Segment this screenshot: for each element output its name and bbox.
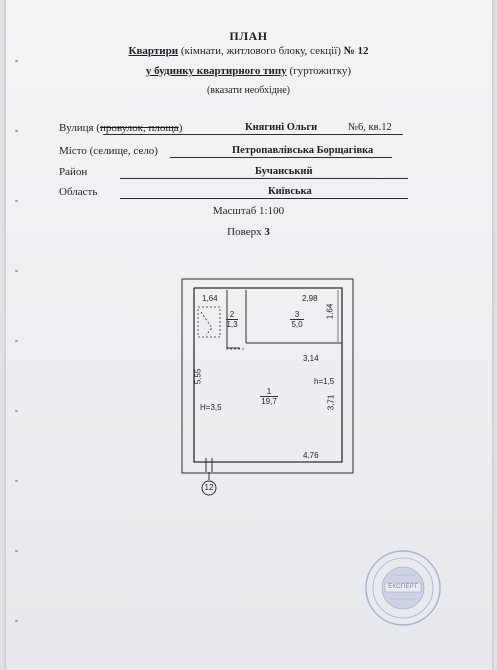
scale-label: Масштаб 1:100: [212, 205, 285, 217]
city-value: Петропавлівська Борщагівка: [232, 145, 374, 156]
dim-right-height: 3,71: [326, 394, 336, 411]
dim-mid-width: 3,14: [303, 354, 319, 363]
dim-top-right-width: 2,98: [302, 294, 318, 303]
floor-line: Поверх 3: [227, 226, 270, 238]
instruction-note: (вказати необхідне): [206, 85, 291, 96]
stamp-text: ЕКСПЕРТ: [388, 584, 418, 590]
dim-top-left-width: 1,64: [202, 294, 218, 303]
document-title: ПЛАН: [229, 29, 268, 43]
object-type-selected: Квартири: [128, 45, 179, 57]
object-type-options: (кімнати, житлового блоку, секції): [178, 45, 344, 57]
house-value: №6, кв.12: [348, 122, 392, 133]
fixture-line: [201, 312, 212, 335]
ceiling-height-left: Н=3,5: [200, 403, 222, 412]
street-label: Вулиця (провулок, площа): [59, 122, 183, 134]
ceiling-height-right: h=1,5: [314, 377, 335, 386]
apartment-walls: [194, 288, 342, 462]
apartment-number: № 12: [343, 45, 369, 57]
room-2-label: 2 1,3: [226, 310, 238, 329]
region-label: Область: [59, 186, 98, 198]
room-3-label: 3 5,0: [291, 310, 303, 329]
bath-fixture: [198, 307, 220, 337]
district-value: Бучанський: [255, 166, 313, 177]
dim-right-top-height: 1,64: [325, 303, 335, 320]
city-label: Місто (селище, село): [59, 145, 158, 157]
apartment-marker-number: 12: [204, 483, 214, 492]
dim-bottom-width: 4,76: [303, 451, 319, 460]
room-1-label: 1 19,7: [261, 387, 277, 406]
district-label: Район: [59, 166, 88, 178]
street-value: Княгині Ольги: [245, 122, 318, 133]
building-type-selected: у будинку квартирного типу: [145, 65, 287, 77]
region-value: Київська: [268, 186, 312, 197]
dim-left-height: 5,55: [193, 368, 203, 385]
building-type-option: (гуртожитку): [286, 65, 352, 77]
